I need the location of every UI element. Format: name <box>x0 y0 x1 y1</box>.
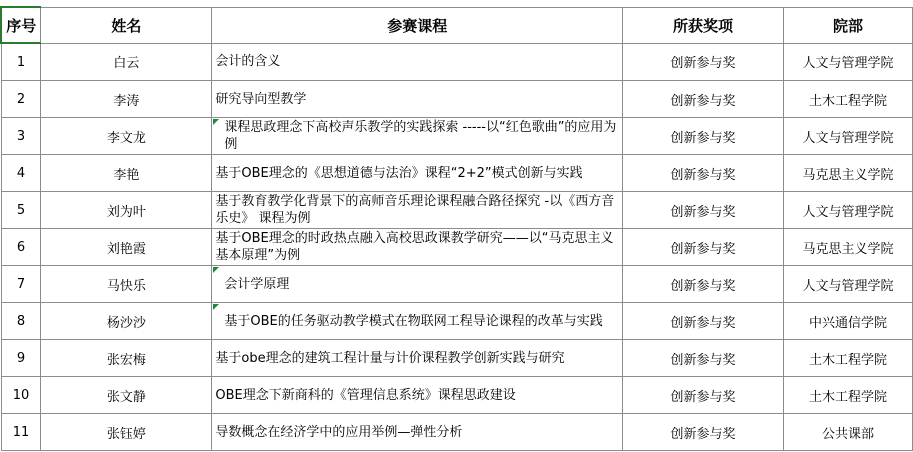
cell-index[interactable]: 1 <box>1 43 41 81</box>
cell-course[interactable]: 基于OBE的任务驱动教学模式在物联网工程导论课程的改革与实践 <box>212 303 623 340</box>
cell-award[interactable]: 创新参与奖 <box>623 229 784 266</box>
table-row <box>1 266 913 303</box>
cell-course[interactable]: 基于obe理念的建筑工程计量与计价课程教学创新实践与研究 <box>212 340 623 377</box>
table-row <box>1 192 913 229</box>
cell-name[interactable]: 李涛 <box>41 81 212 118</box>
cell-index[interactable]: 3 <box>1 118 41 155</box>
cell-course[interactable]: 会计的含义 <box>212 43 623 81</box>
header-cell-college[interactable]: 院部 <box>784 7 913 43</box>
cell-college[interactable]: 公共课部 <box>784 414 913 451</box>
cell-award[interactable]: 创新参与奖 <box>623 414 784 451</box>
cell-name[interactable]: 李文龙 <box>41 118 212 155</box>
cell-award[interactable]: 创新参与奖 <box>623 155 784 192</box>
cell-college[interactable]: 土木工程学院 <box>784 377 913 414</box>
cell-index[interactable]: 9 <box>1 340 41 377</box>
cell-course[interactable]: 基于教育教学化背景下的高师音乐理论课程融合路径探究 -以《西方音乐史》 课程为例 <box>212 192 623 229</box>
table-row <box>1 377 913 414</box>
cell-college[interactable]: 土木工程学院 <box>784 81 913 118</box>
cell-award[interactable]: 创新参与奖 <box>623 266 784 303</box>
cell-college[interactable]: 人文与管理学院 <box>784 118 913 155</box>
table-row <box>1 414 913 451</box>
awards-table <box>0 6 913 451</box>
cell-index[interactable]: 5 <box>1 192 41 229</box>
cell-course[interactable]: 导数概念在经济学中的应用举例—弹性分析 <box>212 414 623 451</box>
header-cell-course[interactable]: 参赛课程 <box>212 7 623 43</box>
cell-course[interactable]: OBE理念下新商科的《管理信息系统》课程思政建设 <box>212 377 623 414</box>
cell-course[interactable]: 基于OBE理念的时政热点融入高校思政课教学研究——以“马克思主义基本原理”为例 <box>212 229 623 266</box>
table-row <box>1 81 913 118</box>
cell-course[interactable]: 基于OBE理念的《思想道德与法治》课程“2+2”模式创新与实践 <box>212 155 623 192</box>
header-cell-award[interactable]: 所获奖项 <box>623 7 784 43</box>
cell-college[interactable]: 中兴通信学院 <box>784 303 913 340</box>
header-cell-name[interactable]: 姓名 <box>41 7 212 43</box>
cell-award[interactable]: 创新参与奖 <box>623 81 784 118</box>
cell-name[interactable]: 刘艳霞 <box>41 229 212 266</box>
cell-name[interactable]: 白云 <box>41 43 212 81</box>
cell-name[interactable]: 刘为叶 <box>41 192 212 229</box>
cell-college[interactable]: 土木工程学院 <box>784 340 913 377</box>
table-row <box>1 340 913 377</box>
table-row <box>1 229 913 266</box>
cell-course[interactable]: 会计学原理 <box>212 266 623 303</box>
cell-index[interactable]: 10 <box>1 377 41 414</box>
cell-award[interactable]: 创新参与奖 <box>623 118 784 155</box>
cell-index[interactable]: 4 <box>1 155 41 192</box>
table-row <box>1 303 913 340</box>
table-row <box>1 118 913 155</box>
cell-index[interactable]: 7 <box>1 266 41 303</box>
partial-title-border <box>42 0 102 4</box>
cell-award[interactable]: 创新参与奖 <box>623 303 784 340</box>
cell-index[interactable]: 6 <box>1 229 41 266</box>
cell-award[interactable]: 创新参与奖 <box>623 192 784 229</box>
cell-index[interactable]: 8 <box>1 303 41 340</box>
cell-college[interactable]: 人文与管理学院 <box>784 43 913 81</box>
cell-name[interactable]: 马快乐 <box>41 266 212 303</box>
cell-course[interactable]: 课程思政理念下高校声乐教学的实践探索 -----以“红色歌曲”的应用为例 <box>212 118 623 155</box>
cell-college[interactable]: 马克思主义学院 <box>784 229 913 266</box>
cell-name[interactable]: 李艳 <box>41 155 212 192</box>
cell-college[interactable]: 人文与管理学院 <box>784 266 913 303</box>
cell-index[interactable]: 11 <box>1 414 41 451</box>
cell-name[interactable]: 张文静 <box>41 377 212 414</box>
cell-award[interactable]: 创新参与奖 <box>623 340 784 377</box>
cell-name[interactable]: 杨沙沙 <box>41 303 212 340</box>
cell-college[interactable]: 马克思主义学院 <box>784 155 913 192</box>
header-cell-index[interactable]: 序号 <box>1 7 41 43</box>
cell-college[interactable]: 人文与管理学院 <box>784 192 913 229</box>
cell-name[interactable]: 张钰婷 <box>41 414 212 451</box>
cell-name[interactable]: 张宏梅 <box>41 340 212 377</box>
cell-index[interactable]: 2 <box>1 81 41 118</box>
table-row <box>1 43 913 81</box>
table-row <box>1 155 913 192</box>
cell-award[interactable]: 创新参与奖 <box>623 377 784 414</box>
cell-award[interactable]: 创新参与奖 <box>623 43 784 81</box>
header-row <box>1 7 913 43</box>
cell-course[interactable]: 研究导向型教学 <box>212 81 623 118</box>
